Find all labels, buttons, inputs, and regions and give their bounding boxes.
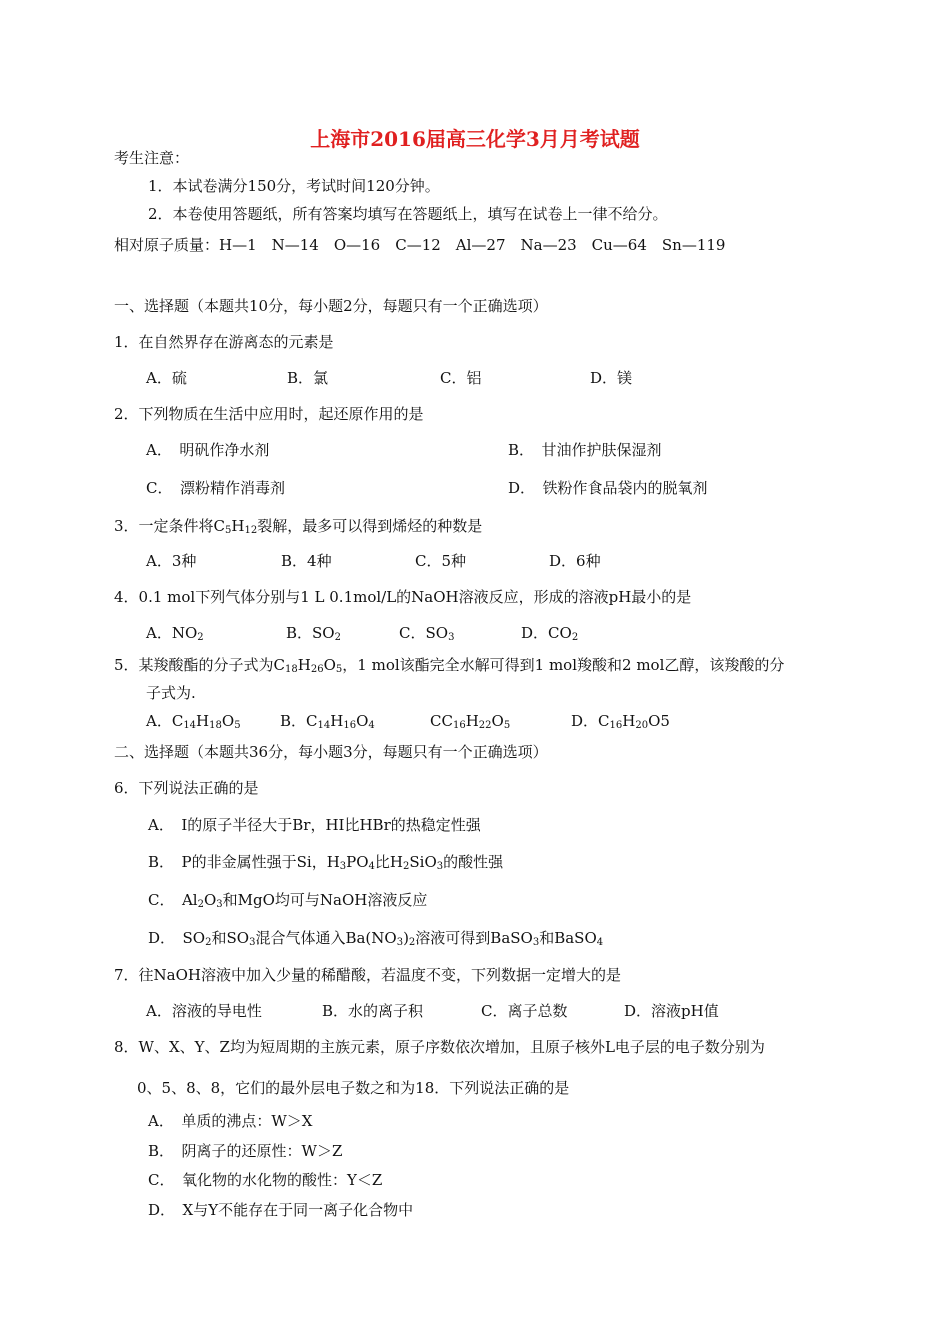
atomic-mass-line: 相对原子质量：H—1 N—14 O—16 C—12 Al—27 Na—23 Cu—64 Sn—119 — [114, 236, 726, 254]
q8-option-b: B． 阴离子的还原性：W＞Z — [148, 1142, 343, 1160]
question-1-stem: 1．在自然界存在游离态的元素是 — [114, 333, 334, 351]
q5-option-d: D．$C_{16}H_{20}O5$ — [571, 712, 670, 731]
q2-option-a: A． 明矾作净水剂 — [146, 441, 270, 459]
q4-option-c: C．$SO_3$ — [399, 624, 455, 643]
question-8-stem-line2: 0、5、8、8，它们的最外层电子数之和为18．下列说法正确的是 — [137, 1079, 570, 1097]
question-2-stem: 2．下列物质在生活中应用时，起还原作用的是 — [114, 405, 424, 423]
question-8-stem: 8．W、X、Y、Z均为短周期的主族元素，原子序数依次增加，且原子核外L电子层的电子数分别为 — [114, 1038, 765, 1056]
q4-option-a: A．$NO_2$ — [146, 624, 204, 643]
section-2-heading: 二、选择题（本题共36分，每小题3分，每题只有一个正确选项） — [114, 743, 548, 761]
q7-option-a: A．溶液的导电性 — [146, 1002, 262, 1020]
q5-option-b: B．$C_{14}H_{16}O_4$ — [280, 712, 375, 731]
question-4-stem: 4．0.1 mol下列气体分别与1 L 0.1mol/L的NaOH溶液反应，形成的溶液pH最小的是 — [114, 588, 692, 606]
q8-option-c: C． 氧化物的水化物的酸性：Y＜Z — [148, 1171, 383, 1189]
q6-option-c: C． $Al_2O_3$和MgO均可与NaOH溶液反应 — [148, 891, 428, 910]
q7-option-c: C．离子总数 — [481, 1002, 568, 1020]
notice-heading: 考生注意： — [114, 149, 190, 167]
q3-option-d: D．6种 — [549, 552, 601, 570]
page-title: 上海市2016届高三化学3月月考试题 — [310, 127, 640, 151]
q6-option-d: D． $SO_2$和$SO_3$混合气体通入$Ba(NO_3)_2$溶液可得到BaSO$_3$和BaSO$_4$ — [148, 929, 604, 948]
q8-option-a: A． 单质的沸点：W＞X — [148, 1112, 313, 1130]
q2-option-d: D． 铁粉作食品袋内的脱氧剂 — [508, 479, 708, 497]
q3-option-a: A．3种 — [146, 552, 197, 570]
q7-option-d: D．溶液pH值 — [624, 1002, 719, 1020]
q3-option-b: B．4种 — [281, 552, 332, 570]
q4-option-d: D．$CO_2$ — [521, 624, 579, 643]
q8-option-d: D． X与Y不能存在于同一离子化合物中 — [148, 1201, 414, 1219]
q7-option-b: B．水的离子积 — [322, 1002, 424, 1020]
q1-option-a: A．硫 — [146, 369, 187, 387]
question-5-stem-line2: 子式为. — [146, 684, 196, 702]
notice-item-2: 2．本卷使用答题纸，所有答案均填写在答题纸上，填写在试卷上一律不给分。 — [148, 205, 668, 223]
q3-option-c: C．5种 — [415, 552, 467, 570]
q1-option-d: D．镁 — [590, 369, 633, 387]
q2-option-c: C． 漂粉精作消毒剂 — [146, 479, 285, 497]
question-3-stem: 3．一定条件将$C_5H_{12}$裂解，最多可以得到烯烃的种数是 — [114, 517, 483, 536]
q5-option-a: A．$C_{14}H_{18}O_5$ — [146, 712, 241, 731]
question-7-stem: 7．往NaOH溶液中加入少量的稀醋酸，若温度不变，下列数据一定增大的是 — [114, 966, 621, 984]
question-6-stem: 6．下列说法正确的是 — [114, 779, 259, 797]
q1-option-c: C．铝 — [440, 369, 482, 387]
q6-option-b: B． P的非金属性强于Si，$H_3PO_4$比$H_2SiO_3$的酸性强 — [148, 853, 504, 872]
q6-option-a: A． I的原子半径大于Br，HI比HBr的热稳定性强 — [148, 816, 481, 834]
section-1-heading: 一、选择题（本题共10分，每小题2分，每题只有一个正确选项） — [114, 297, 548, 315]
q5-option-c: $CC_{16}H_{22}O_5$ — [430, 712, 511, 731]
q2-option-b: B． 甘油作护肤保湿剂 — [508, 441, 662, 459]
q1-option-b: B．氯 — [287, 369, 329, 387]
q4-option-b: B．$SO_2$ — [286, 624, 341, 643]
notice-item-1: 1．本试卷满分150分，考试时间120分钟。 — [148, 177, 440, 195]
question-5-stem: 5．某羧酸酯的分子式为$C_{18}H_{26}O_5$，1 mol该酯完全水解可得到1 mol羧酸和2 mol乙醇，该羧酸的分 — [114, 656, 785, 675]
